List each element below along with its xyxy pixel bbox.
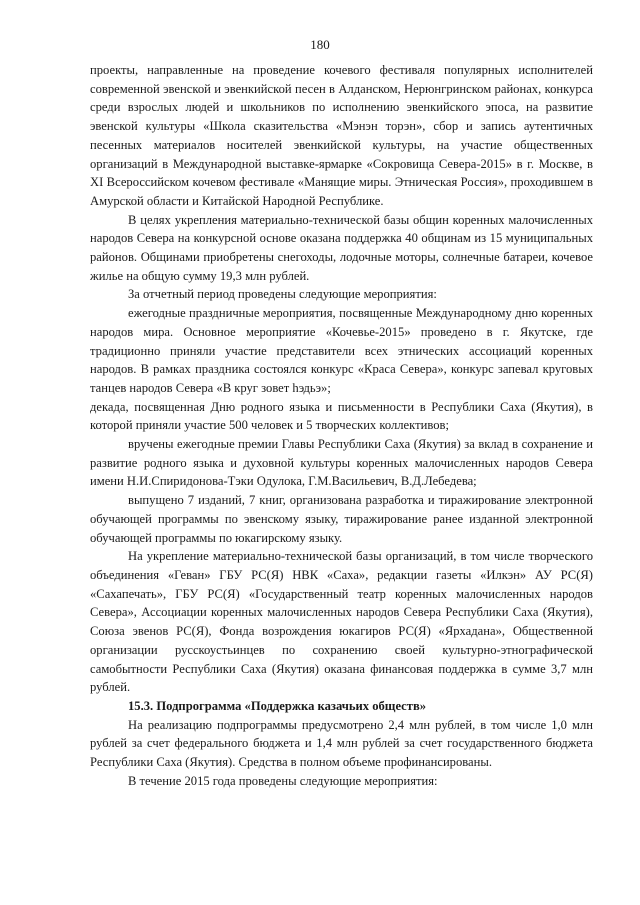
paragraph-publications: выпущено 7 изданий, 7 книг, организована разработка и тиражирование электронной обучающей программы по эвенскому языку, тиражирование ранее изданной электронной обучающей программы по юкагирскому языку.: [90, 493, 593, 545]
paragraph-awards: вручены ежегодные премии Главы Республики Саха (Якутия) за вклад в сохранение и развитие родного языка и духовной культуры коренных малочисленных народов Севера имени Н.И.Спиридонова-Тэки Одулока, Г.М.Васильевич, В.Д.Лебедева;: [90, 437, 593, 489]
paragraph-indigenous-day: ежегодные праздничные мероприятия, посвященные Международному дню коренных народов мира. Основное мероприятие «Кочевье-2015» проведено в г. Якутске, где традиционно приняли участие представители всех этнических ассоциаций коренных народов. В рамках праздника состоялся конкурс «Краса Севера», конкурс запевал круговых танцев народов Севера «В круг зовет һэдьэ»;: [90, 306, 593, 395]
paragraph-events-2015: В течение 2015 года проведены следующие мероприятия:: [128, 773, 438, 788]
document-body: [90, 61, 593, 790]
paragraph-continuation: проекты, направленные на проведение кочевого фестиваля популярных исполнителей современной эвенской и эвенкийской песен в Алданском, Нерюнгринском районах, конкурса среди взрослых людей и школьников по исполнению эвенкийского эпоса, на развитие эвенской культуры «Школа сказительства «Мэнэн торэн», сбор и запись аутентичных песенных материалов носителей эвенкийской культуры, на участие общественных организаций в Международной выставке-ярмарке «Сокровища Севера-2015» в г. Москве, в XI Всероссийском кочевом фестивале «Манящие миры. Этническая Россия», проходившем в Амурской области и Китайской Народной Республике.: [90, 63, 593, 208]
paragraph-native-language-decade: декада, посвященная Дню родного языка и письменности в Республики Саха (Якутия), в которой приняли участие 500 человек и 5 творческих коллективов;: [90, 399, 593, 433]
paragraph-communities-support: В целях укрепления материально-технической базы общин коренных малочисленных народов Севера на конкурсной основе оказана поддержка 40 общинам из 15 муниципальных районов. Общинами приобретены снегоходы, лодочные моторы, солнечные батареи, кочевое жилье на общую сумму 19,3 млн рублей.: [90, 212, 593, 283]
section-heading: 15.3. Подпрограмма «Поддержка казачьих обществ»: [128, 698, 427, 713]
paragraph-events-intro: За отчетный период проведены следующие мероприятия:: [128, 287, 437, 302]
paragraph-funding: На реализацию подпрограммы предусмотрено 2,4 млн рублей, в том числе 1,0 млн рублей за счет федерального бюджета и 1,4 млн рублей за счет государственного бюджета Республики Саха (Якутия). Средства в полном объеме профинансированы.: [90, 717, 593, 770]
paragraph-organizations-support: На укрепление материально-технической базы организаций, в том числе творческого объединения «Геван» ГБУ РС(Я) НВК «Саха», редакции газеты «Илкэн» АУ РС(Я) «Сахапечать», ГБУ РС(Я) «Государственный театр коренных малочисленных народов Севера», Ассоциации коренных малочисленных народов Севера Республики Саха (Якутия), Союза эвенов РС(Я), Фонда возрождения юкагиров РС(Я) «Ярхадана», Общественной организации русскоустьинцев по сохранению своей культурно-этнографической самобытности Республики Саха (Якутия) оказана финансовая поддержка в сумме 3,7 млн рублей.: [90, 549, 593, 695]
page-number: 180: [310, 37, 330, 52]
